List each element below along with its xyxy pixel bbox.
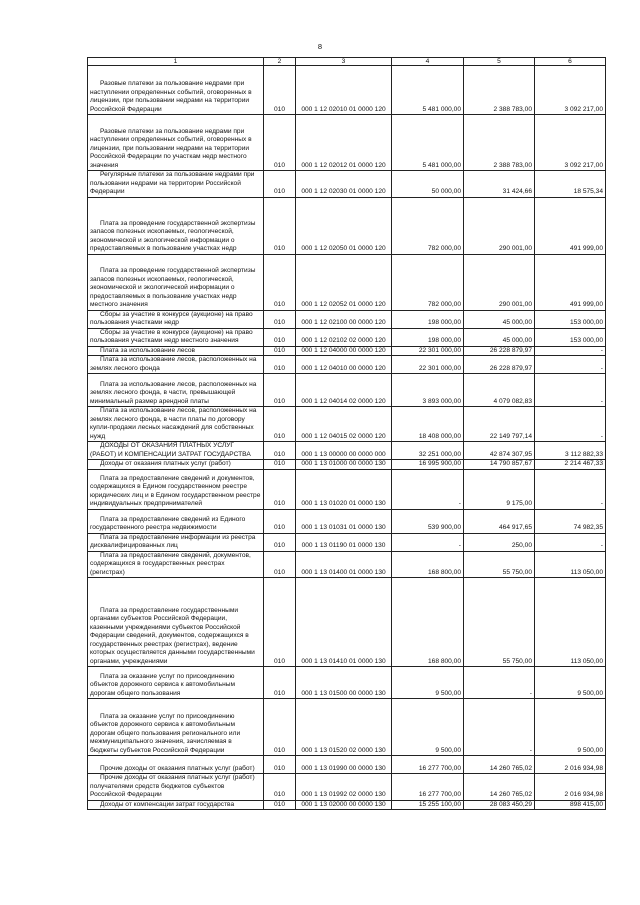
line-code: 010: [264, 533, 296, 551]
budget-code: 000 1 12 02050 01 0000 120: [296, 197, 392, 254]
executed-amount: 14 260 765,02: [464, 756, 535, 774]
table-row: [88, 171, 606, 198]
column-header: 5: [464, 58, 535, 66]
line-code: 010: [264, 509, 296, 533]
row-name: Плата за использование лесов, расположенных на землях лесного фонда, в части, превышающей минимальный размер арендной платы: [88, 374, 264, 407]
executed-amount: 464 917,65: [464, 509, 535, 533]
line-code: 010: [264, 346, 296, 356]
unexecuted-amount: 2 016 934,98: [535, 774, 606, 801]
unexecuted-amount: -: [535, 407, 606, 442]
budget-code: 000 1 13 01000 00 0000 130: [296, 460, 392, 470]
line-code: 010: [264, 197, 296, 254]
table-row: [88, 407, 606, 442]
executed-amount: 290 001,00: [464, 197, 535, 254]
line-code: 010: [264, 460, 296, 470]
table-row: [88, 460, 606, 470]
row-name: Плата за предоставление сведений из Единого государственного реестра недвижимости: [88, 509, 264, 533]
row-name: Плата за использование лесов, расположенных на землях лесного фонда: [88, 356, 264, 374]
budget-table: [87, 57, 606, 810]
unexecuted-amount: 153 000,00: [535, 310, 606, 328]
budget-code: 000 1 13 00000 00 0000 000: [296, 442, 392, 460]
line-code: 010: [264, 356, 296, 374]
executed-amount: 45 000,00: [464, 328, 535, 346]
executed-amount: 55 750,00: [464, 578, 535, 667]
executed-amount: 290 001,00: [464, 254, 535, 310]
budget-code: 000 1 13 01031 01 0000 130: [296, 509, 392, 533]
approved-amount: 5 481 000,00: [392, 66, 464, 115]
column-header: 3: [296, 58, 392, 66]
row-name: Доходы от компенсации затрат государства: [88, 800, 264, 810]
executed-amount: 31 424,66: [464, 171, 535, 198]
table-row: [88, 667, 606, 699]
line-code: 010: [264, 328, 296, 346]
table-row: [88, 533, 606, 551]
row-name: Плата за предоставление государственными органами субъектов Российской Федерации, казенными учреждениями субъектов Российской Федерации сведений, документов, содержащихся в государственных реестрах (регистрах), ведение которых осуществляется данными государственными органами, учреждениями: [88, 578, 264, 667]
row-name: Разовые платежи за пользование недрами при наступлении определенных событий, оговоренных в лицензии, при пользовании недрами на территории Российской Федерации: [88, 66, 264, 115]
executed-amount: 2 388 783,00: [464, 66, 535, 115]
row-name: Доходы от оказания платных услуг (работ): [88, 460, 264, 470]
column-header: 1: [88, 58, 264, 66]
executed-amount: 14 260 765,02: [464, 774, 535, 801]
table-row: [88, 356, 606, 374]
row-name: Прочие доходы от оказания платных услуг (работ): [88, 756, 264, 774]
line-code: 010: [264, 699, 296, 756]
budget-code: 000 1 12 04015 02 0000 120: [296, 407, 392, 442]
table-row: [88, 66, 606, 115]
table-row: [88, 551, 606, 578]
column-header: 4: [392, 58, 464, 66]
unexecuted-amount: 113 050,00: [535, 578, 606, 667]
row-name: Плата за оказание услуг по присоединению объектов дорожного сервиса к автомобильным дорогам общего пользования: [88, 667, 264, 699]
unexecuted-amount: 2 016 934,98: [535, 756, 606, 774]
unexecuted-amount: -: [535, 346, 606, 356]
approved-amount: 3 893 000,00: [392, 374, 464, 407]
approved-amount: 22 301 000,00: [392, 346, 464, 356]
budget-code: 000 1 13 01500 00 0000 130: [296, 667, 392, 699]
budget-code: 000 1 12 04000 00 0000 120: [296, 346, 392, 356]
executed-amount: -: [464, 699, 535, 756]
approved-amount: 9 500,00: [392, 699, 464, 756]
unexecuted-amount: 9 500,00: [535, 699, 606, 756]
budget-code: 000 1 12 02010 01 0000 120: [296, 66, 392, 115]
column-header: 2: [264, 58, 296, 66]
unexecuted-amount: 18 575,34: [535, 171, 606, 198]
line-code: 010: [264, 774, 296, 801]
budget-code: 000 1 13 01520 02 0000 130: [296, 699, 392, 756]
unexecuted-amount: 9 500,00: [535, 667, 606, 699]
approved-amount: 198 000,00: [392, 328, 464, 346]
approved-amount: 15 255 100,00: [392, 800, 464, 810]
approved-amount: 32 251 000,00: [392, 442, 464, 460]
approved-amount: -: [392, 533, 464, 551]
column-header: 6: [535, 58, 606, 66]
unexecuted-amount: -: [535, 533, 606, 551]
table-row: [88, 442, 606, 460]
table-row: [88, 374, 606, 407]
unexecuted-amount: -: [535, 374, 606, 407]
header-row: [88, 58, 606, 66]
row-name: Разовые платежи за пользование недрами при наступлении определенных событий, оговоренных в лицензии, при пользовании недрами на территории Российской Федерации по участкам недр местного значения: [88, 115, 264, 171]
line-code: 010: [264, 66, 296, 115]
executed-amount: -: [464, 667, 535, 699]
executed-amount: 55 750,00: [464, 551, 535, 578]
unexecuted-amount: 3 092 217,00: [535, 66, 606, 115]
unexecuted-amount: 491 999,00: [535, 197, 606, 254]
budget-code: 000 1 12 04014 02 0000 120: [296, 374, 392, 407]
row-name: Плата за предоставление сведений и документов, содержащихся в Едином государственном реестре юридических лиц и в Едином государственном реестре индивидуальных предпринимателей: [88, 469, 264, 509]
line-code: 010: [264, 115, 296, 171]
budget-code: 000 1 12 02102 02 0000 120: [296, 328, 392, 346]
table-row: [88, 578, 606, 667]
table-row: [88, 699, 606, 756]
table-row: [88, 469, 606, 509]
approved-amount: 18 408 000,00: [392, 407, 464, 442]
row-name: Плата за проведение государственной экспертизы запасов полезных ископаемых, геологической, экономической и экологической информации о предоставляемых в пользование участках недр: [88, 197, 264, 254]
approved-amount: 198 000,00: [392, 310, 464, 328]
line-code: 010: [264, 551, 296, 578]
executed-amount: 4 079 082,83: [464, 374, 535, 407]
unexecuted-amount: 153 000,00: [535, 328, 606, 346]
unexecuted-amount: 3 112 882,33: [535, 442, 606, 460]
budget-code: 000 1 13 01020 01 0000 130: [296, 469, 392, 509]
budget-code: 000 1 13 01410 01 0000 130: [296, 578, 392, 667]
row-name: Плата за оказание услуг по присоединению объектов дорожного сервиса к автомобильным дорогам общего пользования регионального или межмуниципального значения, зачисляемая в бюджеты субъектов Российской Федерации: [88, 699, 264, 756]
line-code: 010: [264, 254, 296, 310]
table-row: [88, 328, 606, 346]
unexecuted-amount: 898 415,00: [535, 800, 606, 810]
table-row: [88, 800, 606, 810]
unexecuted-amount: -: [535, 469, 606, 509]
row-name: ДОХОДЫ ОТ ОКАЗАНИЯ ПЛАТНЫХ УСЛУГ (РАБОТ) И КОМПЕНСАЦИИ ЗАТРАТ ГОСУДАРСТВА: [88, 442, 264, 460]
table-row: [88, 774, 606, 801]
table-row: [88, 509, 606, 533]
table-row: [88, 310, 606, 328]
line-code: 010: [264, 469, 296, 509]
unexecuted-amount: 2 214 467,33: [535, 460, 606, 470]
budget-code: 000 1 12 02052 01 0000 120: [296, 254, 392, 310]
executed-amount: 2 388 783,00: [464, 115, 535, 171]
row-name: Сборы за участие в конкурсе (аукционе) на право пользования участками недр местного значения: [88, 328, 264, 346]
table-row: [88, 756, 606, 774]
row-name: Плата за проведение государственной экспертизы запасов полезных ископаемых, геологической, экономической и экологической информации о предоставляемых в пользование участках недр местного значения: [88, 254, 264, 310]
executed-amount: 42 874 307,95: [464, 442, 535, 460]
approved-amount: 16 277 700,00: [392, 756, 464, 774]
executed-amount: 26 228 879,97: [464, 346, 535, 356]
line-code: 010: [264, 667, 296, 699]
budget-code: 000 1 12 02012 01 0000 120: [296, 115, 392, 171]
executed-amount: 9 175,00: [464, 469, 535, 509]
line-code: 010: [264, 442, 296, 460]
line-code: 010: [264, 171, 296, 198]
unexecuted-amount: -: [535, 356, 606, 374]
executed-amount: 22 149 797,14: [464, 407, 535, 442]
line-code: 010: [264, 800, 296, 810]
row-name: Сборы за участие в конкурсе (аукционе) на право пользования участками недр: [88, 310, 264, 328]
unexecuted-amount: 74 982,35: [535, 509, 606, 533]
approved-amount: 168 800,00: [392, 551, 464, 578]
approved-amount: 539 900,00: [392, 509, 464, 533]
unexecuted-amount: 113 050,00: [535, 551, 606, 578]
row-name: Прочие доходы от оказания платных услуг (работ) получателями средств бюджетов субъектов Российской Федерации: [88, 774, 264, 801]
executed-amount: 250,00: [464, 533, 535, 551]
line-code: 010: [264, 310, 296, 328]
unexecuted-amount: 491 999,00: [535, 254, 606, 310]
approved-amount: 9 500,00: [392, 667, 464, 699]
approved-amount: 16 995 900,00: [392, 460, 464, 470]
table-row: [88, 115, 606, 171]
line-code: 010: [264, 374, 296, 407]
row-name: Плата за предоставление информации из реестра дисквалифицированных лиц: [88, 533, 264, 551]
executed-amount: 28 083 450,29: [464, 800, 535, 810]
executed-amount: 14 790 857,67: [464, 460, 535, 470]
budget-code: 000 1 12 02030 01 0000 120: [296, 171, 392, 198]
budget-code: 000 1 13 01990 00 0000 130: [296, 756, 392, 774]
approved-amount: 168 800,00: [392, 578, 464, 667]
page-number: 8: [317, 42, 323, 51]
row-name: Плата за предоставление сведений, документов, содержащихся в государственных реестрах (регистрах): [88, 551, 264, 578]
line-code: 010: [264, 407, 296, 442]
row-name: Плата за использование лесов: [88, 346, 264, 356]
row-name: Плата за использование лесов, расположенных на землях лесного фонда, в части платы по договору купли-продажи лесных насаждений для собственных нужд: [88, 407, 264, 442]
approved-amount: 5 481 000,00: [392, 115, 464, 171]
approved-amount: 22 301 000,00: [392, 356, 464, 374]
executed-amount: 26 228 879,97: [464, 356, 535, 374]
row-name: Регулярные платежи за пользование недрами при пользовании недрами на территории Российской Федерации: [88, 171, 264, 198]
budget-code: 000 1 13 01190 01 0000 130: [296, 533, 392, 551]
approved-amount: 50 000,00: [392, 171, 464, 198]
budget-code: 000 1 13 02000 00 0000 130: [296, 800, 392, 810]
table-row: [88, 346, 606, 356]
approved-amount: 16 277 700,00: [392, 774, 464, 801]
budget-code: 000 1 12 02100 00 0000 120: [296, 310, 392, 328]
budget-code: 000 1 12 04010 00 0000 120: [296, 356, 392, 374]
table-row: [88, 197, 606, 254]
approved-amount: 782 000,00: [392, 254, 464, 310]
approved-amount: -: [392, 469, 464, 509]
approved-amount: 782 000,00: [392, 197, 464, 254]
line-code: 010: [264, 578, 296, 667]
line-code: 010: [264, 756, 296, 774]
budget-code: 000 1 13 01400 01 0000 130: [296, 551, 392, 578]
executed-amount: 45 000,00: [464, 310, 535, 328]
table-row: [88, 254, 606, 310]
budget-code: 000 1 13 01992 02 0000 130: [296, 774, 392, 801]
unexecuted-amount: 3 092 217,00: [535, 115, 606, 171]
